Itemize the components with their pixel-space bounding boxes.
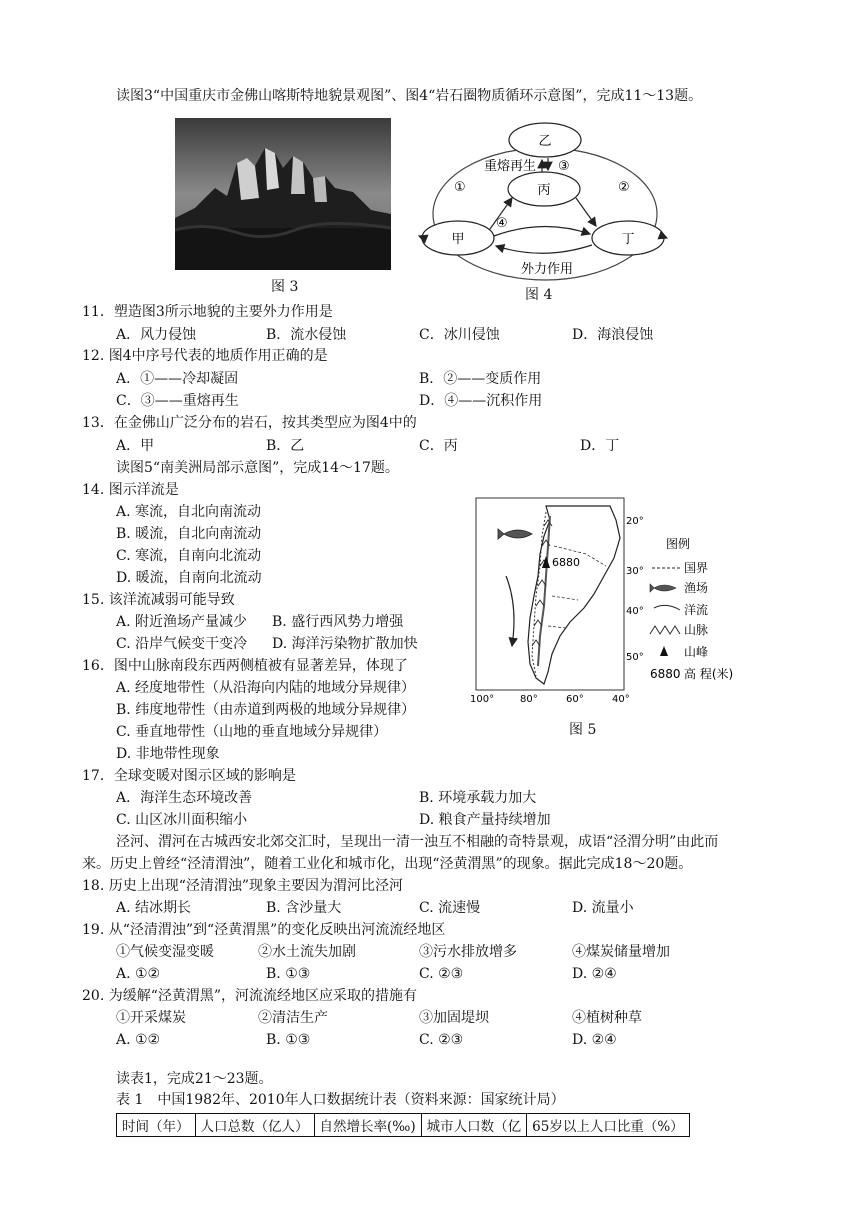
q12-option-b: B．②——变质作用 [419, 371, 542, 387]
q11-option-a: A．风力侵蚀 [116, 327, 197, 343]
legend-fishery: 渔场 [684, 581, 709, 595]
q11-option-b: B．流水侵蚀 [266, 327, 347, 343]
legend-elevation-value: 6880 [650, 667, 681, 681]
lat-tick: 20° [626, 516, 644, 527]
intro3-text: 读表1，完成21～23题。 [116, 1071, 273, 1087]
table-header-row [117, 1114, 690, 1137]
table-header-cell: 城市人口数（亿 [421, 1114, 527, 1137]
node-ding: 丁 [621, 232, 635, 247]
lon-tick: 40° [612, 694, 630, 705]
q14-option-b: B. 暖流，自北向南流动 [116, 526, 262, 542]
lat-tick: 50° [626, 652, 644, 663]
mountain-icon [650, 626, 680, 634]
intro-text: 读图3“中国重庆市金佛山喀斯特地貌景观图”、图4“岩石圈物质循环示意图”，完成11～13题。 [116, 88, 703, 104]
q18-option-a: A. 结冰期长 [116, 900, 192, 916]
q18-stem: 18. 历史上出现“泾清渭浊”现象主要因为渭河比泾河 [82, 878, 404, 894]
passage-line1: 泾河、渭河在古城西安北郊交汇时，呈现出一清一浊互不相融的奇特景观，成语“泾渭分明”由此而 [116, 834, 719, 850]
q14-option-c: C. 寒流，自南向北流动 [116, 548, 262, 564]
q13-option-c: C．丙 [419, 438, 458, 454]
lon-tick: 100° [470, 694, 495, 705]
q16-option-c: C. 垂直地带性（山地的垂直地域分异规律） [116, 724, 388, 740]
q13-option-d: D．丁 [580, 438, 620, 454]
q15-option-d: D. 海洋污染物扩散加快 [272, 636, 418, 652]
intro2-text: 读图5“南美洲局部示意图”，完成14～17题。 [116, 460, 399, 476]
q12-option-a: A．①——冷却凝固 [116, 371, 239, 387]
q19-option-a: A. ①② [116, 966, 161, 982]
q17-option-c: C. 山区冰川面积缩小 [116, 812, 248, 828]
lon-tick: 80° [520, 694, 538, 705]
legend-border: 国界 [684, 561, 709, 575]
fig3-caption: 图 3 [271, 279, 299, 295]
q14-option-a: A. 寒流，自北向南流动 [116, 504, 262, 520]
q19-statement-4: ④煤炭储量增加 [572, 944, 670, 960]
q19-statement-1: ①气候变湿变暖 [116, 944, 214, 960]
table-header-cell: 人口总数（亿人） [195, 1114, 314, 1137]
q14-stem: 14. 图示洋流是 [82, 482, 179, 498]
fig5-caption: 图 5 [569, 722, 597, 738]
label-remelt: 重熔再生 [484, 159, 537, 174]
q20-statement-1: ①开采煤炭 [116, 1010, 186, 1026]
q19-option-d: D. ②④ [572, 966, 617, 982]
label-c4: ④ [496, 216, 508, 231]
legend-peak: 山峰 [684, 645, 709, 659]
label-c2: ② [618, 180, 630, 195]
q19-option-b: B. ①③ [266, 966, 311, 982]
q16-option-a: A. 经度地带性（从沿海向内陆的地域分异规律） [116, 680, 416, 696]
q15-option-a: A. 附近渔场产量减少 [116, 614, 248, 630]
lon-tick: 60° [566, 694, 584, 705]
q20-option-b: B. ①③ [266, 1032, 311, 1048]
south-america-map [466, 496, 752, 708]
lat-tick: 30° [626, 566, 644, 577]
fish-icon [650, 584, 676, 592]
q17-option-b: B. 环境承载力加大 [419, 790, 537, 806]
q19-option-c: C. ②③ [419, 966, 464, 982]
peak-icon [660, 646, 668, 656]
q12-option-c: C．③——重熔再生 [116, 393, 239, 409]
q20-statement-2: ②清洁生产 [258, 1010, 328, 1026]
q19-statement-2: ②水土流失加剧 [258, 944, 356, 960]
q20-option-d: D. ②④ [572, 1032, 617, 1048]
q18-option-d: D. 流量小 [572, 900, 634, 916]
table-header-cell: 时间（年） [117, 1114, 196, 1137]
q12-option-d: D．④——沉积作用 [419, 393, 543, 409]
q17-option-d: D. 粮食产量持续增加 [419, 812, 551, 828]
q13-option-a: A．甲 [116, 438, 155, 454]
label-c3: ③ [558, 159, 570, 174]
passage-line2: 来。历史上曾经“泾清渭浊”，随着工业化和城市化，出现“泾黄渭黑”的现象。据此完成18～20题。 [82, 856, 693, 872]
q15-option-b: B. 盛行西风势力增强 [272, 614, 404, 630]
q13-stem: 13．在金佛山广泛分布的岩石，按其类型应为图4中的 [82, 415, 417, 431]
label-external: 外力作用 [521, 262, 574, 277]
q17-stem: 17．全球变暖对图示区域的影响是 [82, 768, 296, 784]
table-header-cell: 65岁以上人口比重（%） [527, 1114, 690, 1137]
q16-option-d: D. 非地带性现象 [116, 746, 220, 762]
q18-option-c: C. 流速慢 [419, 900, 481, 916]
legend-title: 图例 [666, 537, 691, 551]
table-header-cell: 自然增长率(‰) [314, 1114, 421, 1137]
q17-option-a: A．海洋生态环境改善 [116, 790, 253, 806]
node-jia: 甲 [451, 232, 465, 247]
legend-mountain: 山脉 [684, 623, 709, 637]
q20-statement-4: ④植树种草 [572, 1010, 642, 1026]
q16-option-b: B. 纬度地带性（由赤道到两极的地域分异规律） [116, 702, 416, 718]
q11-stem: 11．塑造图3所示地貌的主要外力作用是 [82, 304, 333, 320]
q11-option-c: C．冰川侵蚀 [419, 327, 500, 343]
table1-title: 表 1 中国1982年、2010年人口数据统计表（资料来源：国家统计局） [116, 1092, 565, 1108]
q20-option-c: C. ②③ [419, 1032, 464, 1048]
q20-stem: 20. 为缓解“泾黄渭黑”，河流流经地区应采取的措施有 [82, 988, 418, 1004]
q12-stem: 12. 图4中序号代表的地质作用正确的是 [82, 348, 328, 364]
q19-stem: 19. 从“泾清渭浊”到“泾黄渭黑”的变化反映出河流流经地区 [82, 922, 446, 938]
q18-option-b: B. 含沙量大 [266, 900, 342, 916]
q15-stem: 15. 该洋流减弱可能导致 [82, 592, 235, 608]
node-bing: 丙 [537, 183, 551, 198]
legend-current: 洋流 [684, 603, 709, 617]
karst-landscape-photo [175, 118, 391, 270]
population-table [116, 1113, 690, 1137]
node-yi: 乙 [538, 134, 552, 149]
q20-statement-3: ③加固堤坝 [419, 1010, 489, 1026]
peak-label: 6880 [552, 556, 580, 569]
q14-option-d: D. 暖流，自南向北流动 [116, 570, 262, 586]
q20-option-a: A. ①② [116, 1032, 161, 1048]
q13-option-b: B．乙 [266, 438, 305, 454]
rock-cycle-diagram [418, 118, 668, 282]
q11-option-d: D．海浪侵蚀 [572, 327, 654, 343]
legend-elevation: 高 程(米) [684, 667, 734, 681]
q19-statement-3: ③污水排放增多 [419, 944, 517, 960]
q16-stem: 16．图中山脉南段东西两侧植被有显著差异，体现了 [82, 658, 408, 674]
lat-tick: 40° [626, 606, 644, 617]
q15-option-c: C. 沿岸气候变干变冷 [116, 636, 248, 652]
fig4-caption: 图 4 [525, 287, 553, 303]
label-c1: ① [454, 180, 466, 195]
